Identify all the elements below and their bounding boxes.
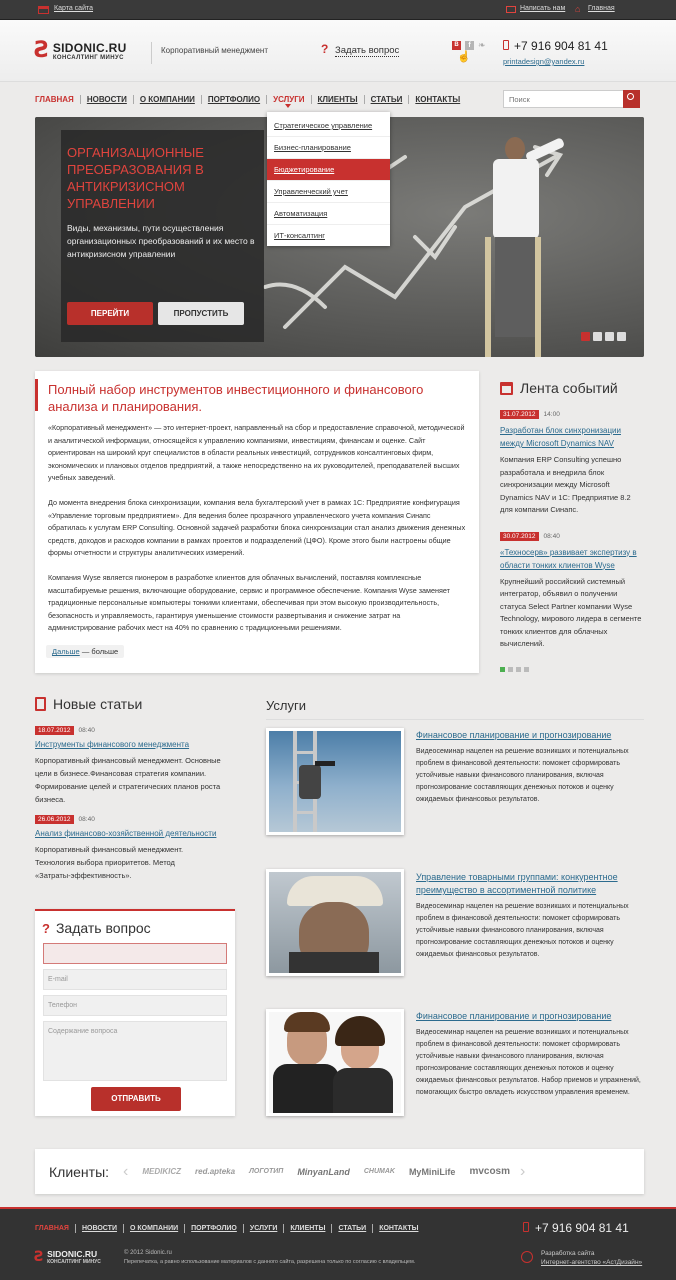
- footer-nav-portfolio[interactable]: ПОРТФОЛИО: [184, 1224, 243, 1233]
- header: [0, 20, 676, 82]
- footer-phone-icon: [523, 1222, 529, 1232]
- client-logo[interactable]: MyMiniLife: [408, 1166, 456, 1177]
- article-title-link[interactable]: Анализ финансово-хозяйственной деятельности: [35, 829, 217, 838]
- search-icon: [627, 93, 634, 100]
- intro-accent-bar: [35, 379, 38, 411]
- event-date: 31.07.2012: [500, 410, 539, 419]
- message-field[interactable]: Содержание вопроса: [43, 1021, 227, 1081]
- tagline: Корпоративный менеджмент: [161, 46, 268, 55]
- dropdown-item[interactable]: ИТ-консалтинг: [274, 231, 325, 240]
- question-header: [42, 920, 151, 936]
- more-rest: — больше: [79, 647, 119, 656]
- email-field[interactable]: E-mail: [43, 969, 227, 990]
- hero-go-button[interactable]: ПЕРЕЙТИ: [67, 302, 153, 325]
- nav-item-news[interactable]: НОВОСТИ: [80, 95, 133, 104]
- events-dot[interactable]: [524, 667, 529, 672]
- cursor-icon: ☝: [457, 51, 471, 63]
- service-item: [416, 1010, 644, 1099]
- hero-dot[interactable]: [605, 332, 614, 341]
- hero-caption: [61, 130, 264, 342]
- services-title: Услуги: [266, 698, 306, 713]
- social-b-icon[interactable]: B: [452, 41, 461, 50]
- event-date: 30.07.2012: [500, 532, 539, 541]
- events-dots: [500, 667, 644, 672]
- question-title: Задать вопрос: [55, 920, 151, 936]
- client-logo[interactable]: MEDIKICZ: [142, 1167, 182, 1176]
- dropdown-item-selected[interactable]: Бюджетирование: [267, 159, 390, 181]
- question-form: [35, 909, 235, 1116]
- phone-icon: [503, 40, 509, 50]
- service-title-link[interactable]: Финансовое планирование и прогнозирование: [416, 730, 612, 740]
- footer: [0, 1207, 676, 1280]
- article-date: 26.06.2012: [35, 815, 74, 824]
- article-text: Корпоративный финансовый менеджмент. Основные цели в бизнесе.Финансовая стратегия компании. Формирование целей и стратегических планов роста бизнеса.: [35, 756, 221, 804]
- footer-phone: +7 916 904 81 41: [535, 1221, 629, 1235]
- service-title-link[interactable]: Управление товарными группами: конкурентное преимущество в ассортиментной политике: [416, 872, 618, 895]
- facebook-icon[interactable]: f: [465, 41, 474, 50]
- event-time: 08:40: [543, 532, 560, 540]
- service-item: [416, 729, 644, 806]
- main-nav: [35, 95, 466, 104]
- intro-panel: [35, 371, 479, 673]
- article-text: Корпоративный финансовый менеджмент. Технология выбора приоритетов. Метод «Затраты-эффективность».: [35, 845, 184, 880]
- clients-title: Клиенты:: [49, 1163, 110, 1180]
- developer-icon: [521, 1251, 533, 1263]
- article-time: 08:40: [78, 816, 95, 823]
- dropdown-item[interactable]: Управленческий учет: [267, 181, 390, 203]
- dropdown-item[interactable]: Бизнес-планирование: [267, 137, 390, 159]
- client-logo[interactable]: red.apteka: [195, 1167, 236, 1176]
- hero-text: Виды, механизмы, пути осуществления организационных преобразований и их место в антикризисном управлении: [67, 223, 255, 259]
- submit-button[interactable]: ОТПРАВИТЬ: [91, 1087, 181, 1111]
- header-divider: [151, 42, 152, 64]
- service-item: [416, 871, 644, 961]
- name-field[interactable]: [43, 943, 227, 964]
- event-text: Компания ERP Consulting успешно разработала и внедрила блок синхронизации между Microsoft Dynamics NAV и 1С: Предприятие 8.2 для компании Синапс.: [500, 455, 631, 514]
- article-date: 18.07.2012: [35, 726, 74, 735]
- service-image[interactable]: [266, 1009, 404, 1116]
- intro-paragraph-2: До момента внедрения блока синхронизации, компания вела бухгалтерский учет в рамках 1С: Предприятие конфигурация «Управление торговым предприятием». Для ведения более прозрачного управленческого учета компания Синапс обратилась к услугам ERP Consulting. Основной задачей разработки блока синхронизации стал анализ движения денежных средств, доходов и расходов компании в рамках проектов и подразделений (ЦФО). Кроме этого были настроены общие формы отчетности и структуры аналитических измерений.: [48, 498, 466, 557]
- twitter-icon[interactable]: ❧: [478, 40, 486, 50]
- footer-nav-about[interactable]: О КОМПАНИИ: [123, 1224, 184, 1233]
- article-time: 08:40: [78, 727, 95, 734]
- logo-name: SIDONIC.RU: [52, 41, 127, 55]
- mail-icon: [506, 6, 516, 13]
- nav-item-contacts[interactable]: КОНТАКТЫ: [408, 95, 466, 104]
- intro-title: Полный набор инструментов инвестиционного и финансового анализа и планирования.: [48, 382, 424, 414]
- intro-paragraph-1: «Корпоративный менеджмент» — это интернет-проект, направленный на сбор и предоставление справочной, методической и аналитической информации, относящейся к управлению компаниями, инвестициям, финансам и оценке. Сайт ориентирован на широкий круг специалистов в области реальных инвестиций, сотрудников консалтинговых фирм, экономических и плановых отделов предприятий, а также непосредственно на их руководителей, преподавателей высших учебных заведений.: [48, 423, 465, 482]
- footer-logo-name: SIDONIC.RU: [47, 1249, 98, 1259]
- dropdown-item[interactable]: Стратегическое управление: [267, 115, 390, 137]
- hero-title: ОРГАНИЗАЦИОННЫЕ ПРЕОБРАЗОВАНИЯ В АНТИКРИЗИСНОМ УПРАВЛЕНИИ: [67, 145, 204, 211]
- clients-next-icon[interactable]: ›: [520, 1162, 526, 1180]
- event-title-link[interactable]: Разработан блок синхронизации между Microsoft Dynamics NAV: [500, 426, 621, 448]
- service-text: Видеосеминар нацелен на решение возникших и потенциальных проблем в финансовой деятельности: поможет сформировать устойчивые навыки финансового планирования, включая прогнозирование составляющих денежных потоков и оценку ожидаемых финансовых результатов. Набор приемов и упражнений, помогающих быстро овладеть искусством управления временем.: [416, 1029, 641, 1096]
- client-logo[interactable]: CHUMAK: [363, 1168, 395, 1175]
- sitemap-icon: [38, 6, 49, 14]
- footer-top-line: [0, 1207, 676, 1209]
- service-title-link[interactable]: Финансовое планирование и прогнозирование: [416, 1011, 612, 1021]
- nav-item-clients[interactable]: КЛИЕНТЫ: [311, 95, 364, 104]
- service-text: Видеосеминар нацелен на решение возникших и потенциальных проблем в финансовой деятельности: поможет сформировать устойчивые навыки финансового планирования, включая прогнозирование составляющих денежных потоков и оценку ожидаемых финансовых результатов.: [416, 748, 629, 803]
- home-link[interactable]: Главная: [588, 5, 615, 12]
- footer-nav-articles[interactable]: СТАТЬИ: [331, 1224, 372, 1233]
- question-icon: ?: [321, 42, 329, 56]
- article-item: [35, 725, 235, 806]
- phone-field[interactable]: Телефон: [43, 995, 227, 1016]
- article-item: [35, 814, 235, 882]
- events-dot[interactable]: [516, 667, 521, 672]
- article-title-link[interactable]: Инструменты финансового менеджмента: [35, 740, 190, 749]
- business-people-image: [269, 1012, 401, 1113]
- logo-icon: Ƨ: [34, 38, 50, 63]
- events-dot[interactable]: [500, 667, 505, 672]
- event-title-link[interactable]: «Техносерв» развивает экспертизу в области тонких клиентов Wyse: [500, 547, 637, 570]
- more-link[interactable]: Дальше: [52, 647, 80, 656]
- intro-paragraph-3: Компания Wyse является пионером в разработке клиентов для облачных вычислений, поставляя комплексные масштабируемые решения, включающие оборудование, сервис и программное обеспечение. Компания Wyse заменяет традиционные персональные компьютеры тонкими клиентами, обеспечивая при этом высокую производительность, безопасность и управляемость, гарантируя уменьшение стоимости развертывания и снижение затрат на администрирование рабочих мест на 40% по сравнению с традиционными решениями.: [48, 573, 450, 632]
- hero-skip-button[interactable]: ПРОПУСТИТЬ: [158, 302, 244, 325]
- hero-dot[interactable]: [617, 332, 626, 341]
- developer-link[interactable]: Интернет-агентство «АстДизайн»: [541, 1259, 643, 1266]
- question-icon: ?: [42, 920, 50, 936]
- search-input[interactable]: [504, 91, 622, 107]
- write-us-link[interactable]: Написать нам: [520, 5, 566, 12]
- footer-nav-contacts[interactable]: КОНТАКТЫ: [372, 1224, 424, 1233]
- home-icon: ⌂: [575, 4, 581, 14]
- event-text: Крупнейший российский системный интегратор, объявил о получении статуса Select Partner компании Wyse Technology, мирового лидера в сегменте тонких клиентов для облачных вычислений.: [500, 576, 642, 648]
- event-item: [500, 409, 644, 517]
- developer-title: Разработка сайта: [541, 1250, 595, 1257]
- header-phone: +7 916 904 81 41: [514, 39, 608, 53]
- service-image[interactable]: [266, 869, 404, 976]
- telescope-man-image: [269, 731, 401, 832]
- service-text: Видеосеминар нацелен на решение возникших и потенциальных проблем в финансовой деятельности: поможет сформировать устойчивые навыки финансового планирования, включая прогнозирование составляющих денежных потоков и оценку ожидаемых финансовых результатов.: [416, 903, 629, 958]
- clients-bar: [35, 1149, 644, 1194]
- articles-title: Новые статьи: [53, 696, 143, 712]
- hero-dot[interactable]: [593, 332, 602, 341]
- events-title: Лента событий: [520, 380, 618, 396]
- document-icon: [35, 697, 46, 711]
- footer-nav-clients[interactable]: КЛИЕНТЫ: [283, 1224, 331, 1233]
- services-caret-icon: [285, 104, 291, 108]
- footer-logo-subtitle: КОНСАЛТИНГ МИНУС: [47, 1259, 101, 1265]
- footer-nav-news[interactable]: НОВОСТИ: [75, 1224, 123, 1233]
- search-box: [503, 90, 640, 108]
- logo[interactable]: [34, 40, 127, 62]
- nav-item-portfolio[interactable]: ПОРТФОЛИО: [201, 95, 266, 104]
- events-dot[interactable]: [508, 667, 513, 672]
- client-logo[interactable]: ЛОГОТИП: [249, 1168, 284, 1175]
- hero-person: [475, 137, 555, 357]
- dropdown-item[interactable]: Автоматизация: [267, 203, 390, 225]
- articles-header: [35, 696, 235, 712]
- footer-logo[interactable]: [34, 1249, 101, 1265]
- top-bar: [0, 0, 676, 20]
- clients-prev-icon[interactable]: ‹: [123, 1162, 129, 1180]
- events-header: [500, 380, 644, 396]
- client-logo[interactable]: mvcosm: [469, 1166, 511, 1177]
- footer-copyright-text: Перепечатка, а равно использование материалов с данного сайта, разрешена только по согласию с владельцем.: [124, 1259, 416, 1265]
- event-time: 14:00: [543, 411, 560, 418]
- events-feed: [500, 380, 644, 672]
- nav-item-articles[interactable]: СТАТЬИ: [364, 95, 409, 104]
- worker-helmet-image: [269, 872, 401, 973]
- services-header: [266, 698, 644, 720]
- nav-item-home[interactable]: ГЛАВНАЯ: [35, 95, 74, 104]
- ask-question-link[interactable]: Задать вопрос: [335, 45, 400, 56]
- calendar-icon: [500, 382, 513, 395]
- client-logo[interactable]: MinyanLand: [297, 1166, 350, 1177]
- hero-dot[interactable]: [581, 332, 590, 341]
- more-button[interactable]: [46, 645, 124, 658]
- footer-nav: [35, 1224, 424, 1233]
- nav-item-about[interactable]: О КОМПАНИИ: [133, 95, 201, 104]
- services-dropdown: [267, 112, 390, 246]
- footer-logo-icon: Ƨ: [34, 1249, 45, 1265]
- footer-copyright: © 2012 Sidonic.ru: [124, 1250, 172, 1256]
- sitemap-link[interactable]: Карта сайта: [54, 5, 93, 12]
- hero-slide-dots: [581, 332, 626, 341]
- search-button[interactable]: [623, 90, 640, 108]
- footer-nav-services[interactable]: УСЛУГИ: [243, 1224, 284, 1233]
- articles-block: [35, 696, 235, 882]
- service-image[interactable]: [266, 728, 404, 835]
- logo-subtitle: КОНСАЛТИНГ МИНУС: [52, 55, 124, 61]
- nav-item-services[interactable]: УСЛУГИ: [266, 95, 310, 104]
- footer-nav-home[interactable]: ГЛАВНАЯ: [35, 1225, 69, 1232]
- header-email[interactable]: printadesign@yandex.ru: [503, 57, 585, 66]
- event-item: [500, 531, 644, 651]
